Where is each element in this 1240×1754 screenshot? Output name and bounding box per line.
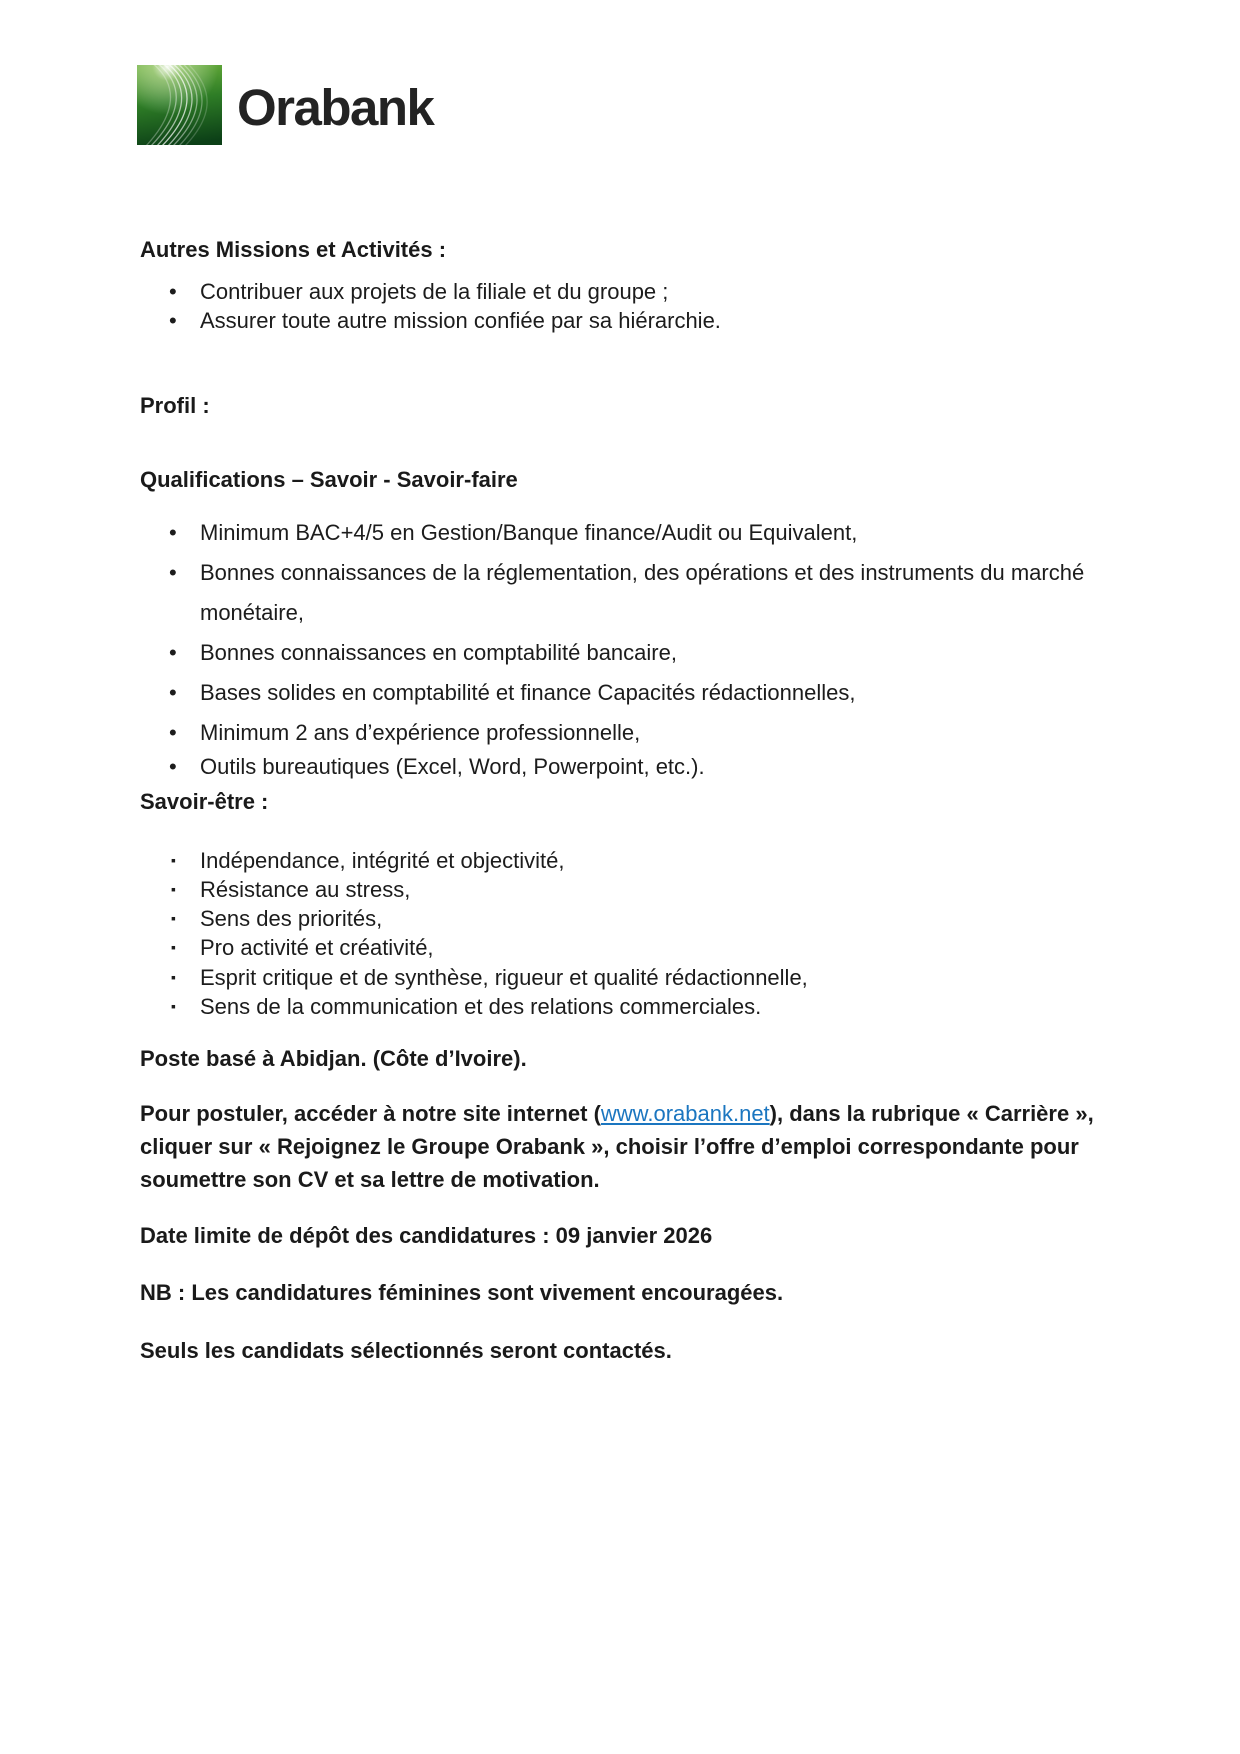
list-item (140, 992, 1107, 1021)
list-item-text: Contribuer aux projets de la filiale et du groupe ; (200, 278, 669, 304)
list-item-text: Sens de la communication et des relations commerciales. (200, 993, 762, 1019)
orabank-logo (0, 0, 1240, 145)
apply-text-after: ), dans la rubrique « Carrière », cliquer sur « Rejoignez le Groupe Orabank », choisir l’offre d’emploi correspondante pour soumettre son CV et sa lettre de motivation. (140, 1100, 1094, 1192)
list-item-text: Minimum 2 ans d’expérience professionnelle, (200, 720, 641, 746)
list-item-text: Pro activité et créativité, (200, 935, 434, 961)
list-item (140, 963, 1107, 992)
orabank-link[interactable]: www.orabank.net (600, 1100, 770, 1126)
missions-list (140, 278, 1107, 335)
savoir-etre-list (140, 846, 1107, 1022)
footer-line: Seuls les candidats sélectionnés seront contactés. (140, 1338, 672, 1363)
list-item (140, 846, 1107, 875)
list-item (140, 633, 1107, 673)
list-item-text: Bases solides en comptabilité et finance Capacités rédactionnelles, (200, 680, 856, 706)
list-item-text: Indépendance, intégrité et objectivité, (200, 847, 565, 873)
square-bullet-icon: ▪ (171, 939, 176, 956)
location-line: Poste basé à Abidjan. (Côte d’Ivoire). (140, 1046, 527, 1072)
list-item-text: Assurer toute autre mission confiée par sa hiérarchie. (200, 307, 721, 333)
list-item (140, 904, 1107, 933)
apply-text-before: Pour postuler, accéder à notre site internet ( (140, 1100, 601, 1126)
bullet-icon: • (169, 278, 177, 304)
bullet-icon: • (169, 560, 177, 586)
square-bullet-icon: ▪ (171, 910, 176, 927)
list-item-text: Esprit critique et de synthèse, rigueur et qualité rédactionnelle, (200, 964, 808, 990)
nb-line: NB : Les candidatures féminines sont vivement encouragées. (140, 1280, 784, 1306)
bullet-icon: • (169, 680, 177, 706)
square-bullet-icon: ▪ (171, 968, 176, 985)
list-item (140, 933, 1107, 962)
apply-paragraph (140, 1097, 1107, 1196)
qualifications-list (140, 513, 1107, 782)
brand-name: Orabank (237, 78, 434, 136)
bullet-icon: • (169, 520, 177, 545)
deadline-line: Date limite de dépôt des candidatures : 09 janvier 2026 (140, 1222, 713, 1248)
square-bullet-icon: ▪ (171, 880, 176, 897)
list-item-text: Sens des priorités, (200, 906, 383, 932)
orabank-logo-icon (137, 65, 222, 145)
square-bullet-icon: ▪ (171, 997, 176, 1014)
bullet-icon: • (169, 720, 177, 746)
list-item (140, 713, 1107, 753)
list-item-text: Résistance au stress, (200, 876, 411, 902)
list-item (140, 875, 1107, 904)
list-item (140, 553, 1107, 633)
qualifications-heading: Qualifications – Savoir - Savoir-faire (140, 467, 518, 493)
list-item (140, 753, 1107, 782)
missions-heading: Autres Missions et Activités : (140, 237, 447, 262)
bullet-icon: • (169, 640, 177, 666)
square-bullet-icon: ▪ (171, 851, 176, 868)
list-item-text: Bonnes connaissances en comptabilité bancaire, (200, 640, 677, 666)
list-item (140, 513, 1107, 553)
savoir-etre-heading: Savoir-être : (140, 788, 269, 814)
list-item-text: Minimum BAC+4/5 en Gestion/Banque finance/Audit ou Equivalent, (200, 520, 858, 545)
list-item (140, 307, 1107, 336)
list-item-text: Bonnes connaissances de la réglementation, des opérations et des instruments du marché monétaire, (200, 560, 1085, 626)
profil-heading: Profil : (140, 393, 210, 419)
bullet-icon: • (169, 307, 177, 333)
list-item (140, 278, 1107, 307)
bullet-icon: • (169, 754, 177, 780)
document-body (0, 236, 1240, 1366)
list-item (140, 673, 1107, 713)
list-item-text: Outils bureautiques (Excel, Word, Powerpoint, etc.). (200, 754, 705, 780)
